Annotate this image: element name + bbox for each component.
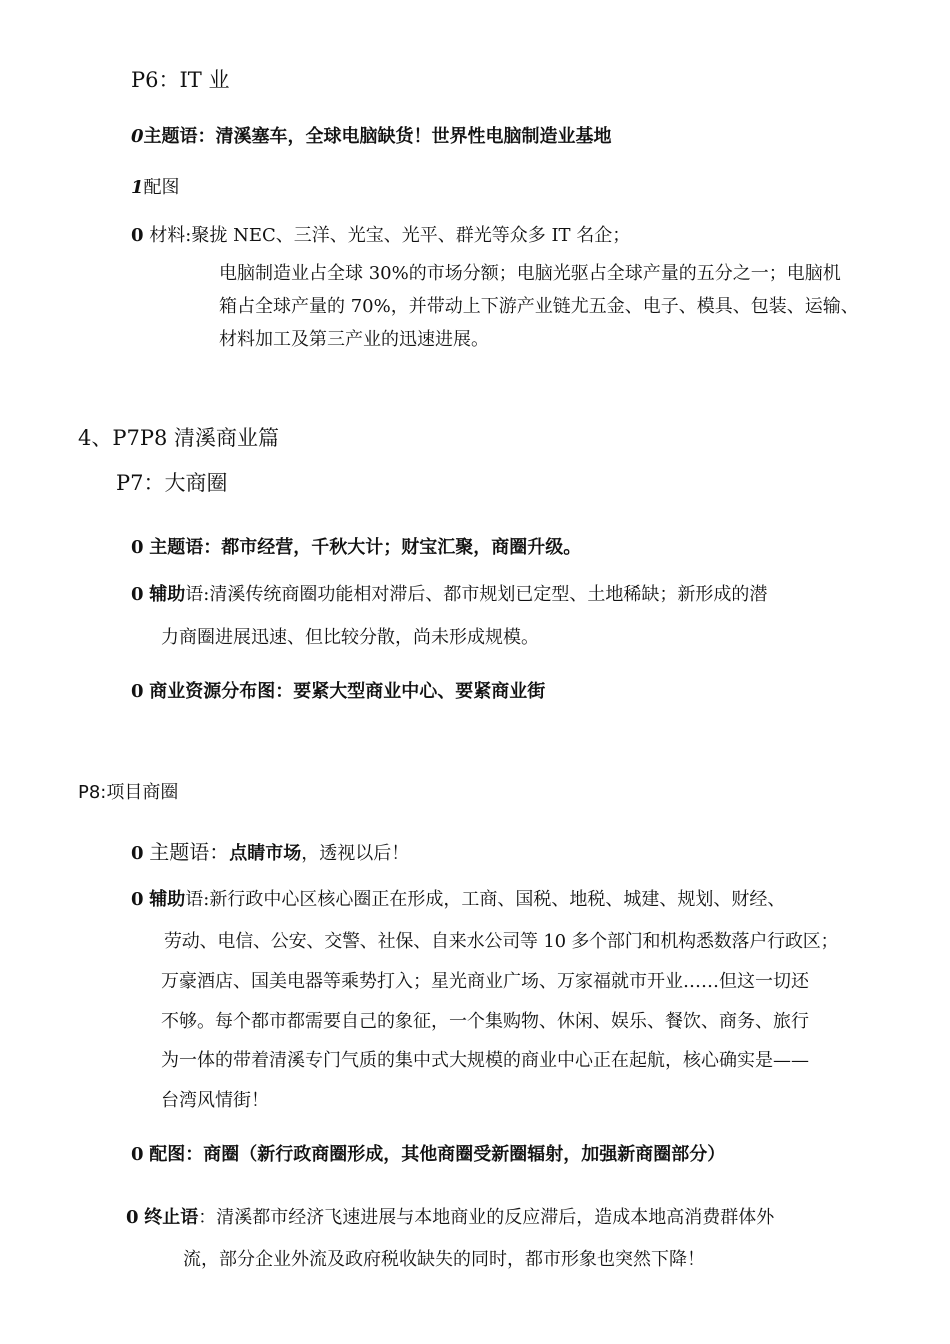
p8-end-text1: ：清溪都市经济飞速进展与本地商业的反应滞后，造成本地高消费群体外 [198, 1207, 775, 1228]
p8-theme-rest: ，透视以后！ [301, 843, 410, 864]
p6-heading: P6：IT 业 [131, 68, 230, 92]
p8-image-line [131, 1143, 725, 1167]
p8-end-line1 [126, 1206, 774, 1230]
p8-aux-line2: 劳动、电信、公安、交警、社保、自来水公司等 10 多个部门和机构悉数落户行政区； [164, 931, 839, 952]
p6-material-marker: 0 [131, 225, 144, 246]
p8-aux-line4: 不够。每个都市都需要自己的象征，一个集购物、休闲、娱乐、餐饮、商务、旅行 [161, 1011, 809, 1032]
p8-image-marker: 0 [131, 1144, 144, 1165]
p6-theme-line [131, 125, 612, 149]
p8-theme-label: 主题语： [149, 840, 230, 864]
p8-heading: P8:项目商圈 [78, 782, 179, 803]
p7-aux-text1: 语:清溪传统商圈功能相对滞后、都市规划已定型、土地稀缺；新形成的潜 [185, 584, 768, 605]
p6-material-text1: 聚拢 NEC、三洋、光宝、光平、群光等众多 IT 名企； [191, 225, 631, 246]
p7-aux-line2: 力商圈进展迅速、但比较分散，尚未形成规模。 [161, 627, 539, 648]
p8-end-line2: 流，部分企业外流及政府税收缺失的同时，都市形象也突然下降！ [183, 1249, 705, 1270]
p6-material-line3: 箱占全球产量的 70%，并带动上下游产业链尤五金、电子、模具、包装、运输、 [219, 296, 859, 317]
p7-heading: P7：大商圈 [116, 471, 228, 495]
p8-image-text: 配图：商圈（新行政商圈形成，其他商圈受新圈辐射，加强新商圈部分） [149, 1144, 726, 1165]
p6-image-text: 配图 [143, 177, 180, 198]
p8-aux-line5: 为一体的带着清溪专门气质的集中式大规模的商业中心正在起航，核心确实是—— [161, 1050, 809, 1071]
p6-image-marker: 1 [131, 177, 144, 198]
p6-image-line [131, 176, 180, 200]
p8-aux-line1 [131, 888, 785, 912]
p6-theme-text: 主题语：清溪塞车，全球电脑缺货！世界性电脑制造业基地 [143, 126, 612, 147]
p7-map-text: 商业资源分布图：要紧大型商业中心、要紧商业街 [149, 681, 546, 702]
p7-aux-line1 [131, 583, 767, 607]
p6-material-line4: 材料加工及第三产业的迅速进展。 [219, 329, 489, 350]
p6-material-line1 [131, 224, 630, 248]
p8-theme-bold: 点睛市场 [229, 843, 302, 864]
p8-theme-line [131, 838, 409, 866]
p7-aux-marker: 0 [131, 584, 144, 605]
p7-aux-label: 辅助 [149, 584, 186, 605]
p8-end-label: 终止语 [144, 1207, 199, 1228]
p7-theme-text: 主题语：都市经营，千秋大计；财宝汇聚，商圈升级。 [149, 537, 582, 558]
p6-theme-marker: 0 [131, 126, 144, 147]
p8-aux-label: 辅助 [149, 889, 186, 910]
p6-material-line2: 电脑制造业占全球 30%的市场分额；电脑光驱占全球产量的五分之一；电脑机 [219, 263, 841, 284]
p7-map-marker: 0 [131, 681, 144, 702]
p8-end-marker: 0 [126, 1207, 139, 1228]
p7-map-line [131, 680, 545, 704]
p7-theme-marker: 0 [131, 537, 144, 558]
p8-aux-text1: 语:新行政中心区核心圈正在形成，工商、国税、地税、城建、规划、财经、 [185, 889, 786, 910]
p6-material-label: 材料: [149, 225, 192, 246]
p8-aux-line6: 台湾风情街！ [161, 1090, 269, 1111]
p7-theme-line [131, 536, 581, 560]
p8-aux-marker: 0 [131, 889, 144, 910]
section4-heading: 4、P7P8 清溪商业篇 [78, 426, 280, 450]
p8-theme-marker: 0 [131, 843, 144, 864]
p8-aux-line3: 万豪酒店、国美电器等乘势打入；星光商业广场、万家福就市开业……但这一切还 [161, 971, 809, 992]
